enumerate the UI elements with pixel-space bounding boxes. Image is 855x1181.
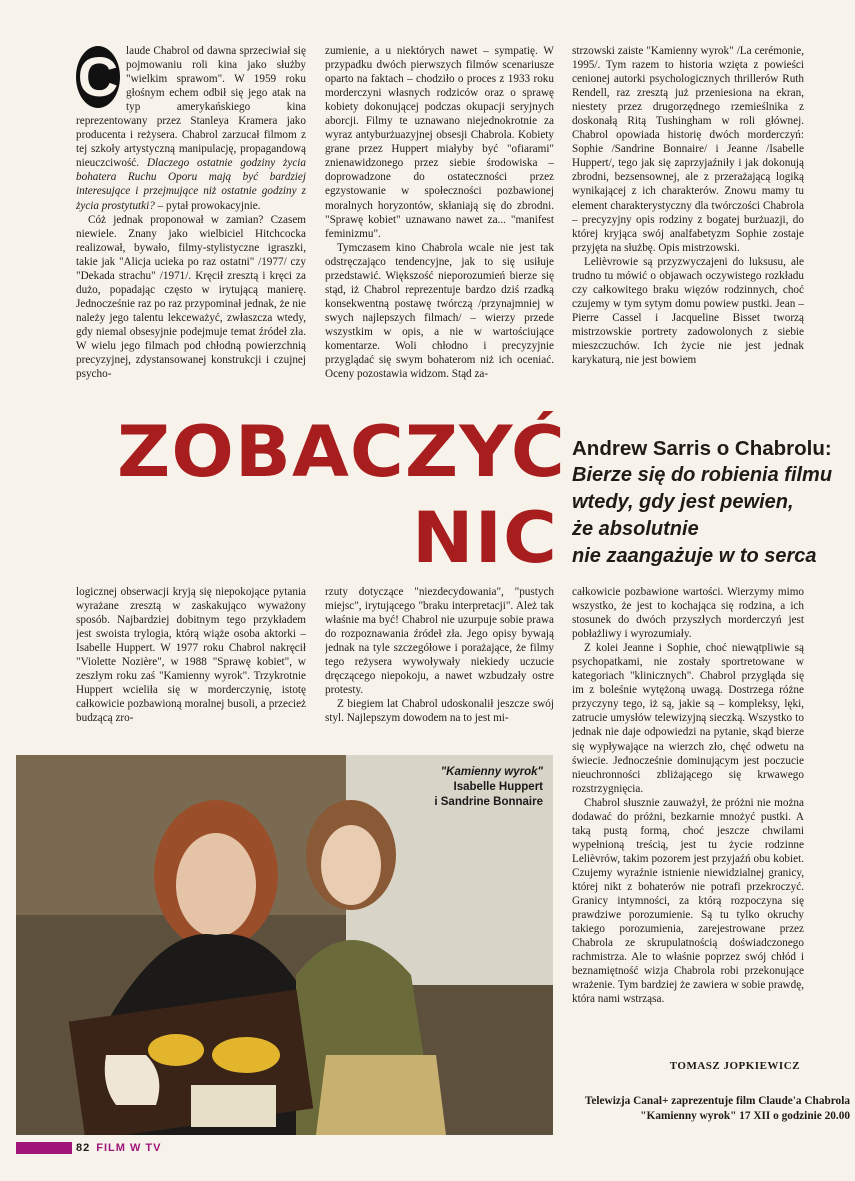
paragraph: logicznej obserwacji kryją się niepokojące pytania wyrażane zresztą w zaskakująco wyważony sposób. Najbardziej dobitnym tego przykładem jest swoista trylogia, którą wiąże osoba aktorki – Isabelle Huppert. W 1977 roku Chabrol nakręcił "Violette Nozière", w 1988 "Sprawę kobiet", w zeszłym roku zaś "Kamienny wyrok". Trzykrotnie Huppert wcieliła się w morderczynię, istotę całkowicie pozbawioną moralnej busoli, a przecież budzącą zro- [76,586,306,725]
headline-line-2: NIC [412,497,558,579]
column-2-mid [325,585,554,750]
caption-title: "Kamienny wyrok" [440,766,543,778]
paragraph: rzuty dotyczące "niezdecydowania", "pustych miejsc", irytującego "braku interpretacji". Ależ tak właśnie ma być! Chabrol nie uzurpuje sobie prawa do rozpoznawania źródeł zła. Jego opisy bywają jednak na tyle szczegółowe i porażające, że filmy tego reżysera wywoływały niekiedy uczucie dręczącego niepokoju, a nawet wzbudzały ostre protesty. [325,586,554,697]
paragraph: Z biegiem lat Chabrol udoskonalił jeszcze swój styl. Najlepszym dowodem na to jest mi- [325,698,554,725]
paragraph: zumienie, a u niektórych nawet – sympatię. W przypadku dwóch pierwszych filmów scenariusze oparto na faktach – chodziło o proces z 1933 roku morderczyni własnych rodziców oraz o sprawę kobiety dokonującej podczas okupacji seryjnych aborcji. Filmy te uznawano niejednokrotnie za wyraz antyburżuazyjnej obsesji Chabrola. Kobiety grane przez Huppert miałyby być "ofiarami" znienawidzonego przez siebie środowiska – doprowadzone do ostateczności przez egzystowanie w społeczności pozbawionej moralnych horyzontów, skłaniają się do zbrodni. "Sprawę kobiet" uznawano nawet za... "manifest feminizmu". [325,45,554,240]
pull-quote [572,435,842,570]
pull-quote-line: że absolutnie [572,518,699,540]
page-number: 82 [76,1142,91,1154]
pull-quote-line: Bierze się do robienia filmu [572,464,833,486]
text: – pytał prowokacyjnie. [154,199,261,212]
italic-quote: Dlaczego ostatnie godziny życia bohatera Ruchu Oporu mają być bardziej interesujące i przejmujące niż ostatnie godziny z życia prostytutki? [76,157,306,212]
headline-line-1: ZOBACZYĆ [117,411,566,493]
paragraph: Chabrol słusznie zauważył, że próżni nie można dodawać do próżni, bezkarnie mnożyć pustki. A taką pustą formą, choć jeszcze chwilami wypełnioną treścią, jest tu życie rodzinne Lelièvrów, takim pozorem jest przyjaźń obu kobiet. Czujemy wyraźnie istnienie niewidzialnej granicy, której nikt z bohaterów nie potrafi przekroczyć. Granicy intymności, za którą rozpoczyna się prawdziwe porozumienie. Są tu tylko okruchy takiego porozumienia, zarejestrowane przez Chabrola ze skrupulatnością doświadczonego rachmistrza. Ale to właśnie poprzez swój chłód i beznamiętność wizja Chabrola robi przekonujące wrażenie. Tym bardziej że zawiera w sobie prawdę, która nami wstrząsa. [572,796,804,1006]
photo-illustration [16,755,553,1135]
column-3-top [572,44,804,412]
paragraph: Cóż jednak proponował w zamian? Czasem niewiele. Znany jako wielbiciel Hitchcocka realizował, bywało, filmy-stylistyczne igraszki, takie jak "Alicja ucieka po raz ostatni" /1977/ czy "Dekada strachu" /1971/. Kręcił zresztą i kręci za dużo, popadając często w irytującą manierę. Jednocześnie raz po raz przypominał jednak, że nie należy jego talentu lekceważyć, zwłaszcza wtedy, gdy niemal obsesyjnie podejmuje temat źródeł zła. W wielu jego filmach pod chłodną powierzchnią precyzyjnej, zdystansowanej konstrukcji i czujnej psycho- [76,213,306,381]
paragraph: całkowicie pozbawione wartości. Wierzymy mimo wszystko, że jest to kochająca się rodzina, a ich stosunek do dwóch przyszłych morderczyń jest pobłażliwy i wyrozumiały. [572,586,804,641]
photo-caption [343,765,543,810]
film-still-photo [16,755,553,1135]
caption-line: Isabelle Huppert [453,781,543,793]
text: laude Chabrol od dawna sprzeciwiał się pojmowaniu roli kina jako służby "wielkim sprawom". W 1959 roku głośnym echem odbił się jego atak na typ amerykańskiego kina reprezentowany przez Stanleya Kramera jako producenta i reżysera. Chabrol zarzucał filmom z tej szkoły artystyczną manipulację, propagandową nieuczciwość. [76,45,306,170]
column-2-top [325,44,554,412]
pull-quote-heading: Andrew Sarris o Chabrolu: [572,437,832,460]
paragraph: strzowski zaiste "Kamienny wyrok" /La cerémonie, 1995/. Tym razem to historia wzięta z powieści cenionej autorki psychologicznych thrillerów Ruth Rendell, raz zresztą już przeniesiona na ekran, niestety przez drugorzędnego rzemieślnika z doskonałą Ritą Tushingham w roli głównej. Chabrol opowiada historię dwóch morderczyń: Sophie /Sandrine Bonnaire/ i Jeanne /Isabelle Huppert/, tego jak się zaprzyjaźniły i jak dokonują zbrodni, bezsensownej, ale z przerażającą logiką wynikającej z ich charakterów. Znowu mamy tu element charakterystyczny dla twórczości Chabrola – precyzyjny opis rodziny z bogatej burżuazji, do której kryjąca swój analfabetyzm Sophie zostaje przyjęta na służbę. Opis mistrzowski. [572,45,804,254]
paragraph: Tymczasem kino Chabrola wcale nie jest tak odstręczająco tendencyjne, jak to się usiłuje przedstawić. Większość nieporozumień bierze się stąd, iż Chabrol reprezentuje bardzo dziś rzadką konsekwentną postawę twórczą /przynajmniej w swych najlepszych filmach/ – wierzy przede wszystkim w opis, a nie w wartościujące komentarze. Woli chłodno i precyzyjnie przyglądać się swym bohaterom niż ich oceniać. Oceny pozostawia widzom. Stąd za- [325,241,554,381]
paragraph [76,44,306,213]
column-1-mid [76,585,306,750]
caption-line: i Sandrine Bonnaire [434,796,543,808]
broadcast-note: Telewizja Canal+ zaprezentuje film Claude'a Chabrola "Kamienny wyrok" 17 XII o godzinie 20.00 [584,1095,850,1122]
author-signature: TOMASZ JOPKIEWICZ [669,1060,800,1072]
column-3-bottom [572,585,804,1057]
paragraph: Lelièvrowie są przyzwyczajeni do luksusu, ale trudno tu mówić o objawach oczywistego rozkładu czy całkowitego braku więzów rodzinnych, choć czujemy w tym sytym domu powiew pustki. Jean – Pierre Cassel i Jacqueline Bisset tworzą mistrzowskie portrety zadowolonych z siebie mieszczuchów. Ich życie nie jest jednak karykaturą, nie jest bowiem [572,255,804,367]
magazine-name: FILM W TV [96,1142,162,1154]
footer-color-bar [16,1142,72,1154]
paragraph: Z kolei Jeanne i Sophie, choć niewątpliwie są psychopatkami, nie zostały sportretowane w kategoriach "klinicznych". Chabrol przygląda się im z boleśnie wytężoną uwagą. Dostrzega różne przyczyny tego, iż są, jakie są – kompleksy, lęki, zatrucie umysłów telewizyjną sieczką. Wszystko to jednak nie daje odpowiedzi na pytanie, skąd bierze się wypływające na wierzch zło, chęć odwetu na świecie. Jednocześnie dominującym jest poczucie nieuchronności zbliżającego się krwawego rozstrzygnięcia. [572,642,804,795]
column-1-top [76,44,306,412]
pull-quote-line: nie zaangażuje w to serca [572,545,817,567]
pull-quote-line: wtedy, gdy jest pewien, [572,491,794,513]
drop-cap: C [77,45,119,108]
page-footer [16,1140,161,1156]
